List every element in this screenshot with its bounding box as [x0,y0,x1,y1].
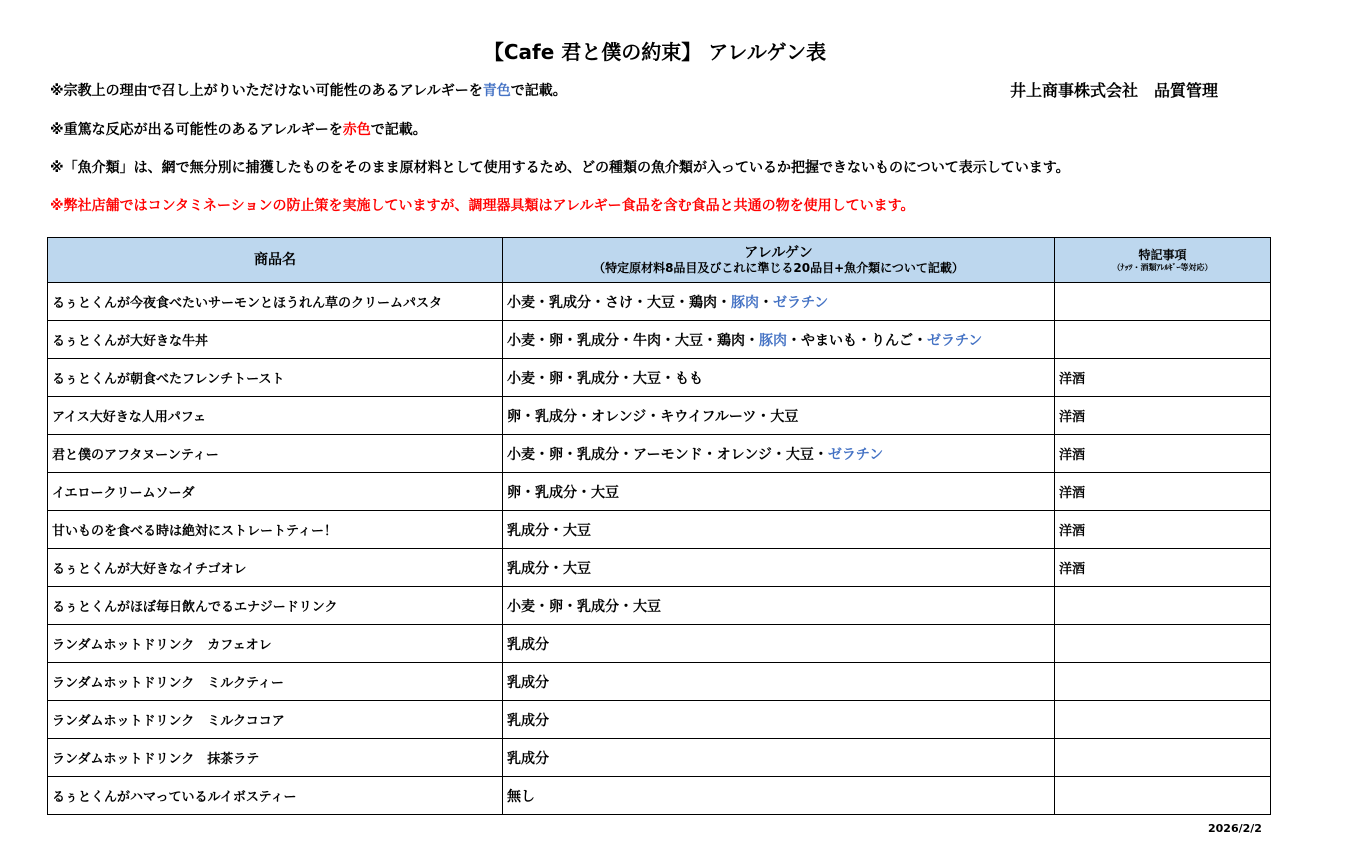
header-notes [1055,238,1271,283]
allergen-text: 乳成分 [507,674,549,691]
special-notes-cell [1055,587,1271,625]
allergen-text: 小麦・乳成分・さけ・大豆・鶏肉・ [507,294,731,311]
date-label: 2026/2/2 [1208,822,1262,835]
allergen-text: 小麦・卵・乳成分・大豆 [507,598,661,615]
allergen-text: 乳成分 [507,712,549,729]
special-notes-cell [1055,663,1271,701]
special-notes-cell [1055,739,1271,777]
header-notes-label: 特記事項 [1138,247,1187,262]
allergen-table [47,237,1271,815]
header-product-name-label: 商品名 [254,252,296,268]
allergen-text: 小麦・卵・乳成分・牛肉・大豆・鶏肉・ [507,332,759,349]
product-name-cell: アイス大好きな人用パフェ [48,397,503,435]
allergen-text: 乳成分 [507,750,549,767]
note-severe [50,119,427,139]
allergen-cell [503,321,1055,359]
allergen-highlight: 豚肉 [759,332,787,349]
table-row [48,321,1271,359]
note-religious-text: ※宗教上の理由で召し上がりいただけない可能性のあるアレルギーを [50,83,483,99]
special-notes-cell [1055,777,1271,815]
special-notes-cell: 洋酒 [1055,397,1271,435]
special-notes-cell [1055,283,1271,321]
allergen-cell [503,663,1055,701]
allergen-highlight: ゼラチン [927,332,983,349]
table-row [48,473,1271,511]
table-row [48,663,1271,701]
product-name-cell: ランダムホットドリンク ミルクティー [48,663,503,701]
table-row [48,435,1271,473]
allergen-highlight: ゼラチン [827,446,884,463]
table-row [48,359,1271,397]
note-religious [50,80,567,100]
product-name-cell: るぅとくんが今夜食べたいサーモンとほうれん草のクリームパスタ [48,283,503,321]
allergen-text: 乳成分・大豆 [507,522,591,539]
allergen-cell [503,435,1055,473]
allergen-cell [503,473,1055,511]
special-notes-cell: 洋酒 [1055,549,1271,587]
product-name-cell: るぅとくんが大好きなイチゴオレ [48,549,503,587]
allergen-cell [503,587,1055,625]
table-row [48,397,1271,435]
header-allergen-sub: （特定原材料8品目及びこれに準じる20品目+魚介類について記載） [593,260,964,275]
special-notes-cell [1055,701,1271,739]
note-religious-end: で記載。 [510,83,567,99]
allergen-cell [503,625,1055,663]
allergen-text: 小麦・卵・乳成分・大豆・もも [507,370,703,387]
header-product-name [48,238,503,283]
allergen-text: 卵・乳成分・オレンジ・キウイフルーツ・大豆 [507,408,799,425]
special-notes-cell: 洋酒 [1055,435,1271,473]
allergen-cell [503,397,1055,435]
allergen-cell [503,739,1055,777]
table-row [48,549,1271,587]
allergen-text: 無し [507,788,535,805]
note-religious-highlight: 青色 [482,83,511,99]
product-name-cell: 君と僕のアフタヌーンティー [48,435,503,473]
table-row [48,739,1271,777]
special-notes-cell: 洋酒 [1055,511,1271,549]
special-notes-cell [1055,625,1271,663]
allergen-text: 乳成分 [507,636,549,653]
product-name-cell: ランダムホットドリンク カフェオレ [48,625,503,663]
allergen-highlight: 豚肉 [731,294,759,311]
allergen-text: ・やまいも・りんご・ [787,332,927,349]
table-row [48,587,1271,625]
allergen-cell [503,701,1055,739]
product-name-cell: るぅとくんが大好きな牛丼 [48,321,503,359]
table-row [48,701,1271,739]
special-notes-cell [1055,321,1271,359]
table-row [48,777,1271,815]
header-allergen [503,238,1055,283]
allergen-cell [503,283,1055,321]
special-notes-cell: 洋酒 [1055,359,1271,397]
allergen-highlight: ゼラチン [773,294,829,311]
note-severe-highlight: 赤色 [342,122,371,138]
company-label: 井上商事株式会社 品質管理 [1010,81,1219,100]
header-allergen-label: アレルゲン [744,244,813,261]
product-name-cell: ランダムホットドリンク 抹茶ラテ [48,739,503,777]
allergen-text: ・ [759,294,773,311]
product-name-cell: るぅとくんがほぼ毎日飲んでるエナジードリンク [48,587,503,625]
header-notes-sub: （ﾅｯﾂ・酒類ｱﾚﾙｷﾞｰ等対応） [1112,262,1213,272]
product-name-cell: ランダムホットドリンク ミルクココア [48,701,503,739]
allergen-text: 乳成分・大豆 [507,560,591,577]
special-notes-cell: 洋酒 [1055,473,1271,511]
allergen-cell [503,511,1055,549]
table-row [48,511,1271,549]
table-row [48,625,1271,663]
page-title: 【Cafe 君と僕の約束】 アレルゲン表 [483,40,827,64]
product-name-cell: るぅとくんがハマっているルイボスティー [48,777,503,815]
product-name-cell: イエロークリームソーダ [48,473,503,511]
product-name-cell: 甘いものを食べる時は絶対にストレートティー！ [48,511,503,549]
product-name-cell: るぅとくんが朝食べたフレンチトースト [48,359,503,397]
table-header-row [48,238,1271,283]
note-contamination: ※弊社店舗ではコンタミネーションの防止策を実施していますが、調理器具類はアレルギー食品を含む食品と共通の物を使用しています。 [50,198,915,214]
allergen-text: 小麦・卵・乳成分・アーモンド・オレンジ・大豆・ [507,446,828,463]
allergen-text: 卵・乳成分・大豆 [507,484,619,501]
note-severe-end: で記載。 [370,122,427,138]
allergen-cell [503,549,1055,587]
allergen-cell [503,359,1055,397]
table-row [48,283,1271,321]
note-seafood: ※「魚介類」は、網で無分別に捕獲したものをそのまま原材料として使用するため、どの種類の魚介類が入っているか把握できないものについて表示しています。 [50,160,1070,176]
note-severe-text: ※重篤な反応が出る可能性のあるアレルギーを [50,122,343,138]
allergen-cell [503,777,1055,815]
